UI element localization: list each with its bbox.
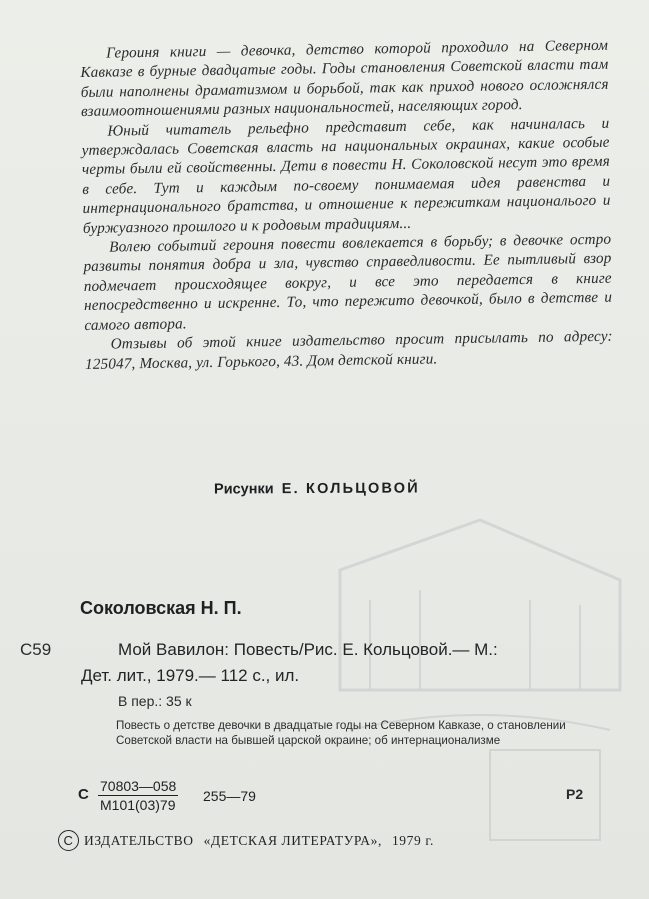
classification-mark: Р2 bbox=[566, 786, 584, 802]
publisher-name: «ДЕТСКАЯ ЛИТЕРАТУРА», bbox=[203, 832, 382, 848]
credit-label: Рисунки bbox=[213, 481, 274, 498]
illustrator-name: Е. КОЛЬЦОВОЙ bbox=[281, 480, 420, 498]
annotation-paragraph: Отзывы об этой книге издательство просит присылать по адресу: 125047, Москва, ул. Горького, 43. Дом детской книги. bbox=[84, 327, 613, 373]
fraction-numerator: 70803—058 bbox=[100, 778, 177, 794]
price-line: В пер.: 35 к bbox=[118, 693, 192, 709]
copyright-icon: C bbox=[58, 830, 79, 851]
bbk-letter: С bbox=[78, 786, 89, 803]
bib-line-imprint: Дет. лит., 1979.— 112 с., ил. bbox=[81, 666, 300, 685]
illustrator-credit bbox=[214, 480, 420, 497]
annotation-paragraph: Героиня книги — девочка, детство которой проходило на Северном Кавказе в бурные двадцатые годы. Годы становления Советской власти там были наполнены драматизмом и борьбой, так как приход нового осложнялся взаимоотношениями разных национальностей, населяющих город. bbox=[80, 36, 609, 121]
catalog-code: С59 bbox=[20, 640, 52, 659]
bibliographic-description bbox=[81, 637, 601, 689]
book-annotation bbox=[80, 36, 613, 374]
bib-line-title: Мой Вавилон: Повесть/Рис. Е. Кольцовой.— М.: bbox=[118, 640, 498, 659]
copyright-line bbox=[58, 830, 434, 851]
copyright-year: 1979 г. bbox=[391, 832, 434, 848]
fraction-tail: 255—79 bbox=[203, 788, 256, 804]
annotation-paragraph: Юный читатель рельефно представит себе, как начиналась и утверждалась Советская власть на национальных окраинах, какие особые черты были ей свойственны. Дети в повести Н. Соколовской несут это время в себе. Тут и каждым по-своему понимаемая идея равенства и интернационального братства, и отношение к пережиткам националього и буржуазного прошлого и к родовым традициям... bbox=[81, 114, 611, 237]
catalog-fraction bbox=[98, 778, 178, 813]
catalog-summary: Повесть о детстве девочки в двадцатые годы на Северном Кавказе, о становлении Советской власти на бывшей царской окраине; об интернационализме bbox=[116, 719, 566, 747]
catalog-author: Соколовская Н. П. bbox=[80, 598, 242, 618]
annotation-paragraph: Волею событий героиня повести вовлекается в борьбу; в девочке остро развиты понятия добра и зла, чувство справедливости. Ее пытливый взор подмечает происходящее вокруг, и все это передается в книге непосредственно и искренне. То, что пережито девочкой, было в детстве и самого автора. bbox=[83, 230, 613, 334]
publisher-label: ИЗДАТЕЛЬСТВО bbox=[84, 832, 194, 848]
fraction-denominator: М101(03)79 bbox=[100, 797, 176, 813]
